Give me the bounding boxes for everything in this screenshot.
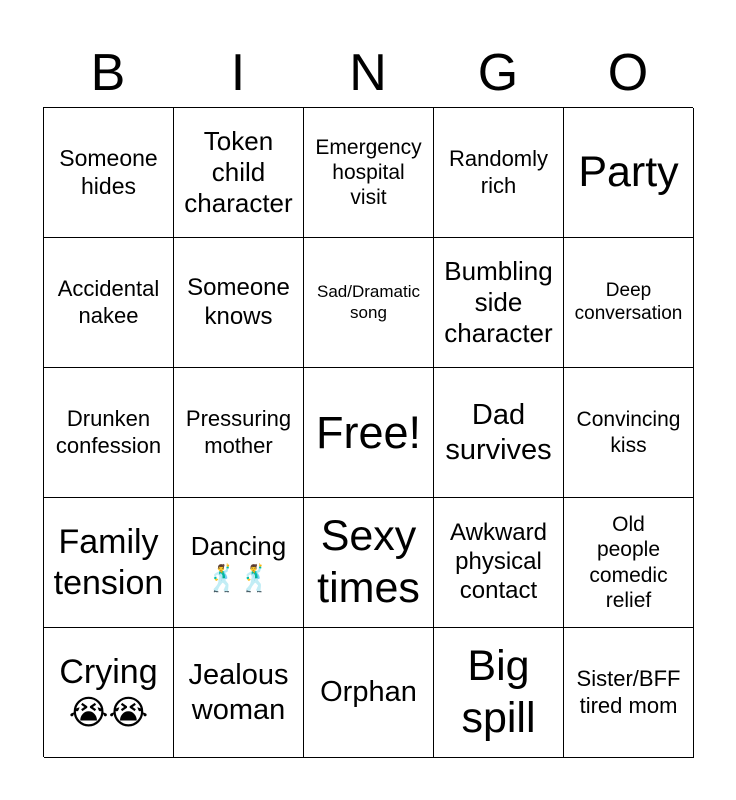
bingo-cell-r2c5[interactable] (564, 238, 694, 368)
bingo-cell-r1c1[interactable] (44, 108, 174, 238)
cell-label: Free! (315, 406, 422, 458)
bingo-cell-r3c3-free[interactable] (304, 368, 434, 498)
bingo-cell-r4c5[interactable] (564, 498, 694, 628)
bingo-cell-r5c3[interactable] (304, 628, 434, 758)
cell-label: Accidental nakee (57, 276, 160, 328)
bingo-cell-r2c4[interactable] (434, 238, 564, 368)
header-letter-n: N (349, 44, 387, 102)
cell-label: Someone hides (59, 144, 158, 199)
cell-label: Family tension (53, 522, 164, 602)
bingo-cell-r4c1[interactable] (44, 498, 174, 628)
cell-label: Orphan (320, 676, 417, 709)
bingo-cell-r2c2[interactable] (174, 238, 304, 368)
cell-label: Token child character (184, 125, 293, 219)
bingo-cell-r1c5[interactable] (564, 108, 694, 238)
bingo-cell-r5c2[interactable] (174, 628, 304, 758)
cell-label: Someone knows (187, 273, 290, 330)
bingo-cell-r3c4[interactable] (434, 368, 564, 498)
bingo-cell-r5c1[interactable] (44, 628, 174, 758)
cell-label: Randomly rich (448, 146, 549, 198)
cell-label: Crying 😭😭 (59, 652, 158, 732)
cell-label: Bumbling side character (444, 255, 553, 349)
cell-label: Sad/Dramatic song (317, 282, 420, 322)
bingo-cell-r2c1[interactable] (44, 238, 174, 368)
cell-label: Jealous woman (188, 658, 289, 726)
bingo-cell-r5c5[interactable] (564, 628, 694, 758)
cell-label: Old people comedic relief (589, 513, 668, 612)
bingo-cell-r3c1[interactable] (44, 368, 174, 498)
cell-label: Sister/BFF tired mom (576, 666, 681, 718)
bingo-cell-r2c3[interactable] (304, 238, 434, 368)
cell-label: Big spill (461, 641, 536, 742)
cell-label: Dad survives (445, 398, 552, 466)
header-letter-o: O (607, 44, 649, 102)
bingo-cell-r4c3[interactable] (304, 498, 434, 628)
cell-label: Deep conversation (574, 279, 683, 324)
cell-label: Emergency hospital visit (315, 135, 422, 210)
bingo-cell-r4c2[interactable] (174, 498, 304, 628)
cell-label: Dancing 🕺🕺 (190, 531, 287, 593)
cell-label: Convincing kiss (576, 408, 681, 457)
bingo-cell-r1c2[interactable] (174, 108, 304, 238)
cell-label: Drunken confession (55, 406, 162, 458)
bingo-cell-r3c2[interactable] (174, 368, 304, 498)
bingo-cell-r1c3[interactable] (304, 108, 434, 238)
cell-label: Party (578, 147, 679, 196)
header-letter-b: B (90, 44, 126, 102)
bingo-board (43, 107, 693, 757)
cell-label: Sexy times (317, 511, 420, 612)
bingo-cell-r3c5[interactable] (564, 368, 694, 498)
bingo-cell-r4c4[interactable] (434, 498, 564, 628)
bingo-cell-r5c4[interactable] (434, 628, 564, 758)
cell-label: Pressuring mother (185, 406, 292, 458)
header-letter-g: G (477, 44, 519, 102)
bingo-header (43, 40, 693, 106)
bingo-cell-r1c4[interactable] (434, 108, 564, 238)
cell-label: Awkward physical contact (450, 519, 547, 604)
header-letter-i: I (230, 44, 246, 102)
